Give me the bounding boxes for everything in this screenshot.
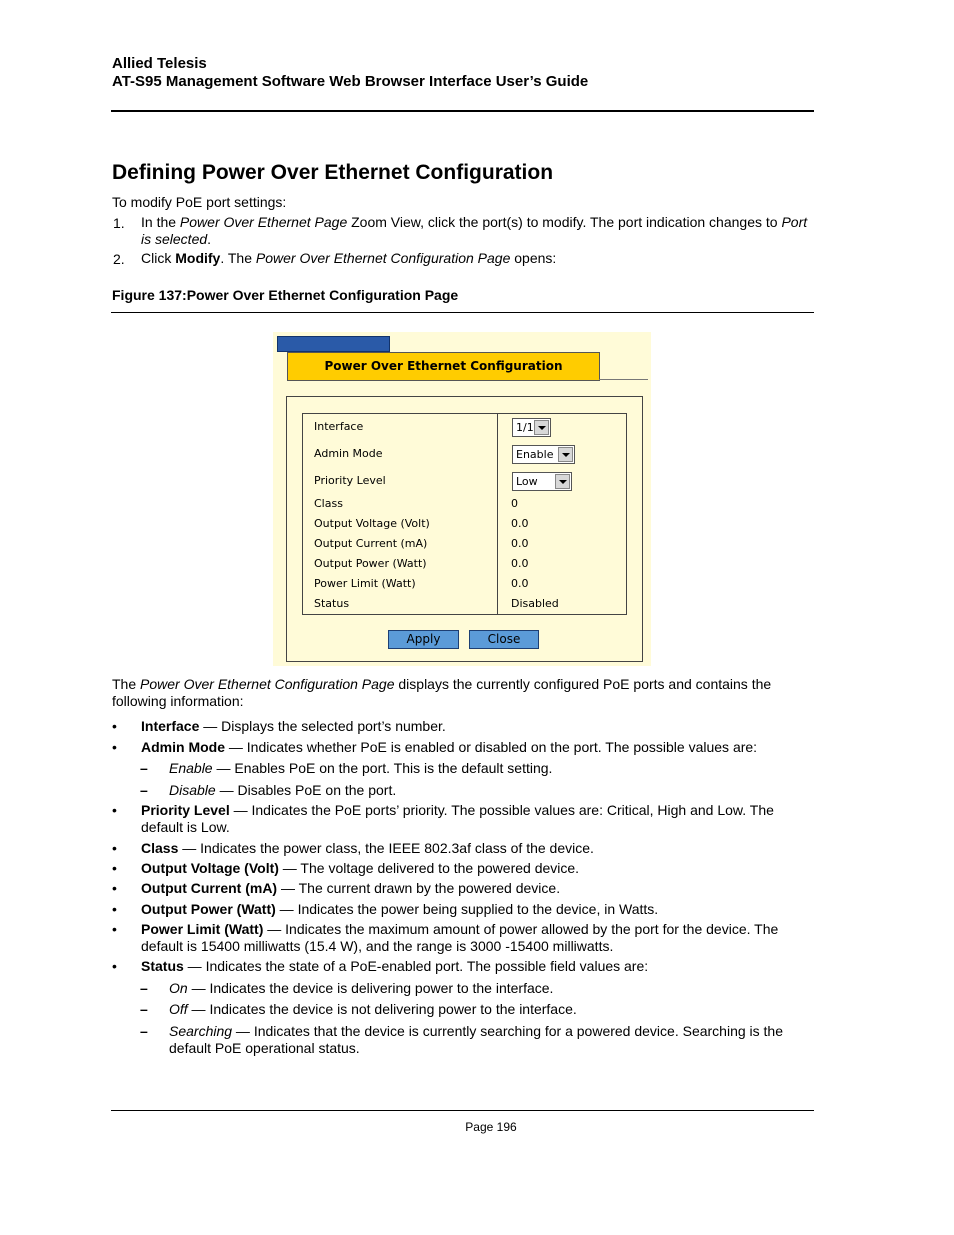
output-power-label: Output Power (Watt)	[314, 557, 427, 570]
company-name: Allied Telesis	[112, 55, 207, 72]
bullet: •	[112, 958, 117, 974]
chevron-down-icon	[558, 447, 573, 462]
admin-mode-label: Admin Mode	[314, 447, 383, 460]
output-voltage-label: Output Voltage (Volt)	[314, 517, 430, 530]
step-number: 2.	[113, 251, 125, 267]
list-subitem: Searching — Indicates that the device is currently searching for a powered device. Searching is the default PoE operational status.	[169, 1023, 784, 1056]
interface-value: 1/1	[516, 421, 534, 434]
window-title: Power Over Ethernet Configuration	[324, 359, 563, 373]
list-item: Admin Mode — Indicates whether PoE is enabled or disabled on the port. The possible values are:	[141, 739, 758, 755]
header-rule	[111, 110, 814, 112]
step-2-text: Click Modify. The Power Over Ethernet Configuration Page opens:	[141, 250, 557, 266]
list-item: Priority Level — Indicates the PoE ports’ priority. The possible values are: Critical, High and Low. The default is Low.	[141, 802, 774, 835]
figure-caption: Figure 137:Power Over Ethernet Configuration Page	[112, 287, 459, 303]
power-limit-label: Power Limit (Watt)	[314, 577, 416, 590]
bullet: •	[112, 718, 117, 734]
step-1-text: In the Power Over Ethernet Page Zoom View, click the port(s) to modify. The port indication changes to Port is selected.	[141, 214, 808, 247]
list-subitem: Off — Indicates the device is not delivering power to the interface.	[169, 1001, 577, 1017]
dash: –	[140, 782, 148, 798]
status-label: Status	[314, 597, 350, 610]
output-voltage-value: 0.0	[511, 517, 529, 530]
bullet: •	[112, 921, 117, 937]
list-item: Class — Indicates the power class, the IEEE 802.3af class of the device.	[141, 840, 594, 856]
list-item: Output Voltage (Volt) — The voltage delivered to the powered device.	[141, 860, 580, 876]
output-current-label: Output Current (mA)	[314, 537, 428, 550]
list-item: Output Current (mA) — The current drawn by the powered device.	[141, 880, 561, 896]
config-panel	[286, 396, 643, 662]
window-tab	[277, 336, 390, 352]
class-label: Class	[314, 497, 343, 510]
column-divider	[497, 414, 498, 614]
interface-select[interactable]	[512, 418, 551, 437]
priority-level-label: Priority Level	[314, 474, 386, 487]
bullet: •	[112, 901, 117, 917]
list-item: Power Limit (Watt) — Indicates the maximum amount of power allowed by the port for the device. The default is 15400 milliwatts (15.4 W), and the range is 3000 -15400 milliwatts.	[141, 921, 779, 954]
bullet: •	[112, 840, 117, 856]
page-number: Page 196	[465, 1120, 517, 1134]
priority-level-select[interactable]	[512, 472, 572, 491]
output-power-value: 0.0	[511, 557, 529, 570]
close-button[interactable]: Close	[469, 630, 539, 649]
dash: –	[140, 1001, 148, 1017]
admin-mode-select[interactable]	[512, 445, 575, 464]
step-number: 1.	[113, 215, 125, 231]
title-underline	[599, 379, 648, 380]
bullet: •	[112, 802, 117, 818]
list-item: Interface — Displays the selected port’s number.	[141, 718, 446, 734]
caption-rule	[111, 312, 814, 313]
bullet: •	[112, 860, 117, 876]
status-value: Disabled	[511, 597, 559, 610]
poe-config-screenshot	[273, 332, 651, 666]
dash: –	[140, 760, 148, 776]
guide-title: AT-S95 Management Software Web Browser Interface User’s Guide	[112, 73, 589, 90]
class-value: 0	[511, 497, 518, 510]
dash: –	[140, 1023, 148, 1039]
dash: –	[140, 980, 148, 996]
list-item: Status — Indicates the state of a PoE-enabled port. The possible field values are:	[141, 958, 649, 974]
config-table	[302, 413, 627, 615]
section-title: Defining Power Over Ethernet Configuration	[112, 161, 554, 184]
bullet: •	[112, 739, 117, 755]
list-subitem: Disable — Disables PoE on the port.	[169, 782, 397, 798]
intro-text: To modify PoE port settings:	[112, 194, 287, 210]
output-current-value: 0.0	[511, 537, 529, 550]
window-title-box	[287, 352, 600, 381]
description-paragraph: The Power Over Ethernet Configuration Page displays the currently configured PoE ports and contains the following information:	[112, 676, 772, 709]
power-limit-value: 0.0	[511, 577, 529, 590]
bullet: •	[112, 880, 117, 896]
list-item: Output Power (Watt) — Indicates the power being supplied to the device, in Watts.	[141, 901, 659, 917]
footer-rule	[111, 1110, 814, 1111]
apply-button[interactable]: Apply	[388, 630, 459, 649]
priority-level-value: Low	[516, 475, 538, 488]
admin-mode-value: Enable	[516, 448, 554, 461]
chevron-down-icon	[555, 474, 570, 489]
interface-label: Interface	[314, 420, 364, 433]
list-subitem: On — Indicates the device is delivering power to the interface.	[169, 980, 554, 996]
list-subitem: Enable — Enables PoE on the port. This is the default setting.	[169, 760, 553, 776]
chevron-down-icon	[534, 420, 549, 435]
